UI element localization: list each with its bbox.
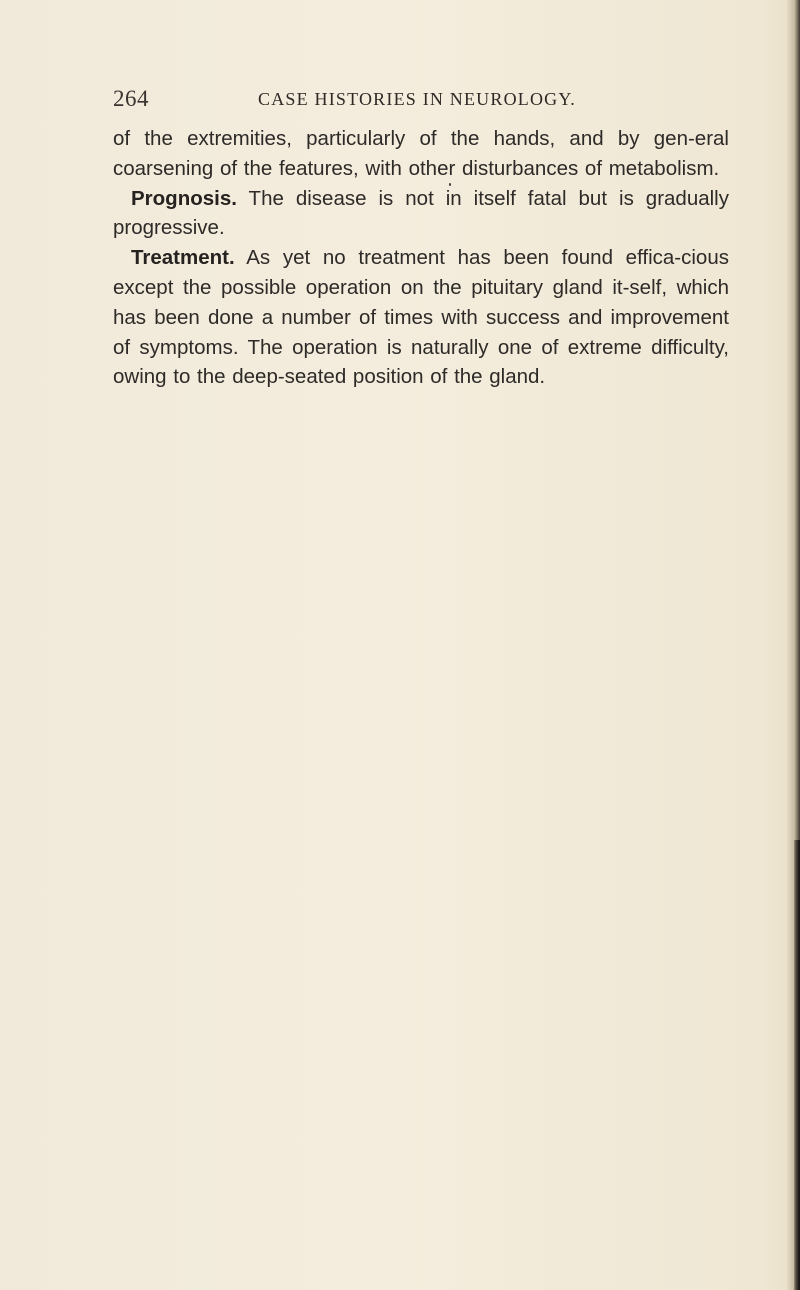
treatment-paragraph [113,243,729,392]
running-title: CASE HISTORIES IN NEUROLOGY. [258,89,576,109]
page-edge-dark [794,840,800,1290]
prognosis-paragraph [113,184,729,244]
body-text [113,124,729,392]
page-number: 264 [113,86,149,111]
treatment-heading: Treatment. [131,246,235,270]
prognosis-text: The disease is not in itself fatal but is gradually progressive. [113,186,729,240]
running-head [113,86,583,116]
prognosis-heading: Prognosis. [131,186,237,210]
continuation-paragraph: of the extremities, particularly of the hands, and by gen-eral coarsening of the features, with other disturbances of metabolism. [113,127,729,180]
treatment-text: As yet no treatment has been found effica-cious except the possible operation on the pituitary gland it-self, which has been done a number of times with success and improvement of symptoms. The operation is naturally one of extreme difficulty, owing to the deep-seated position of the gland. [113,246,729,389]
